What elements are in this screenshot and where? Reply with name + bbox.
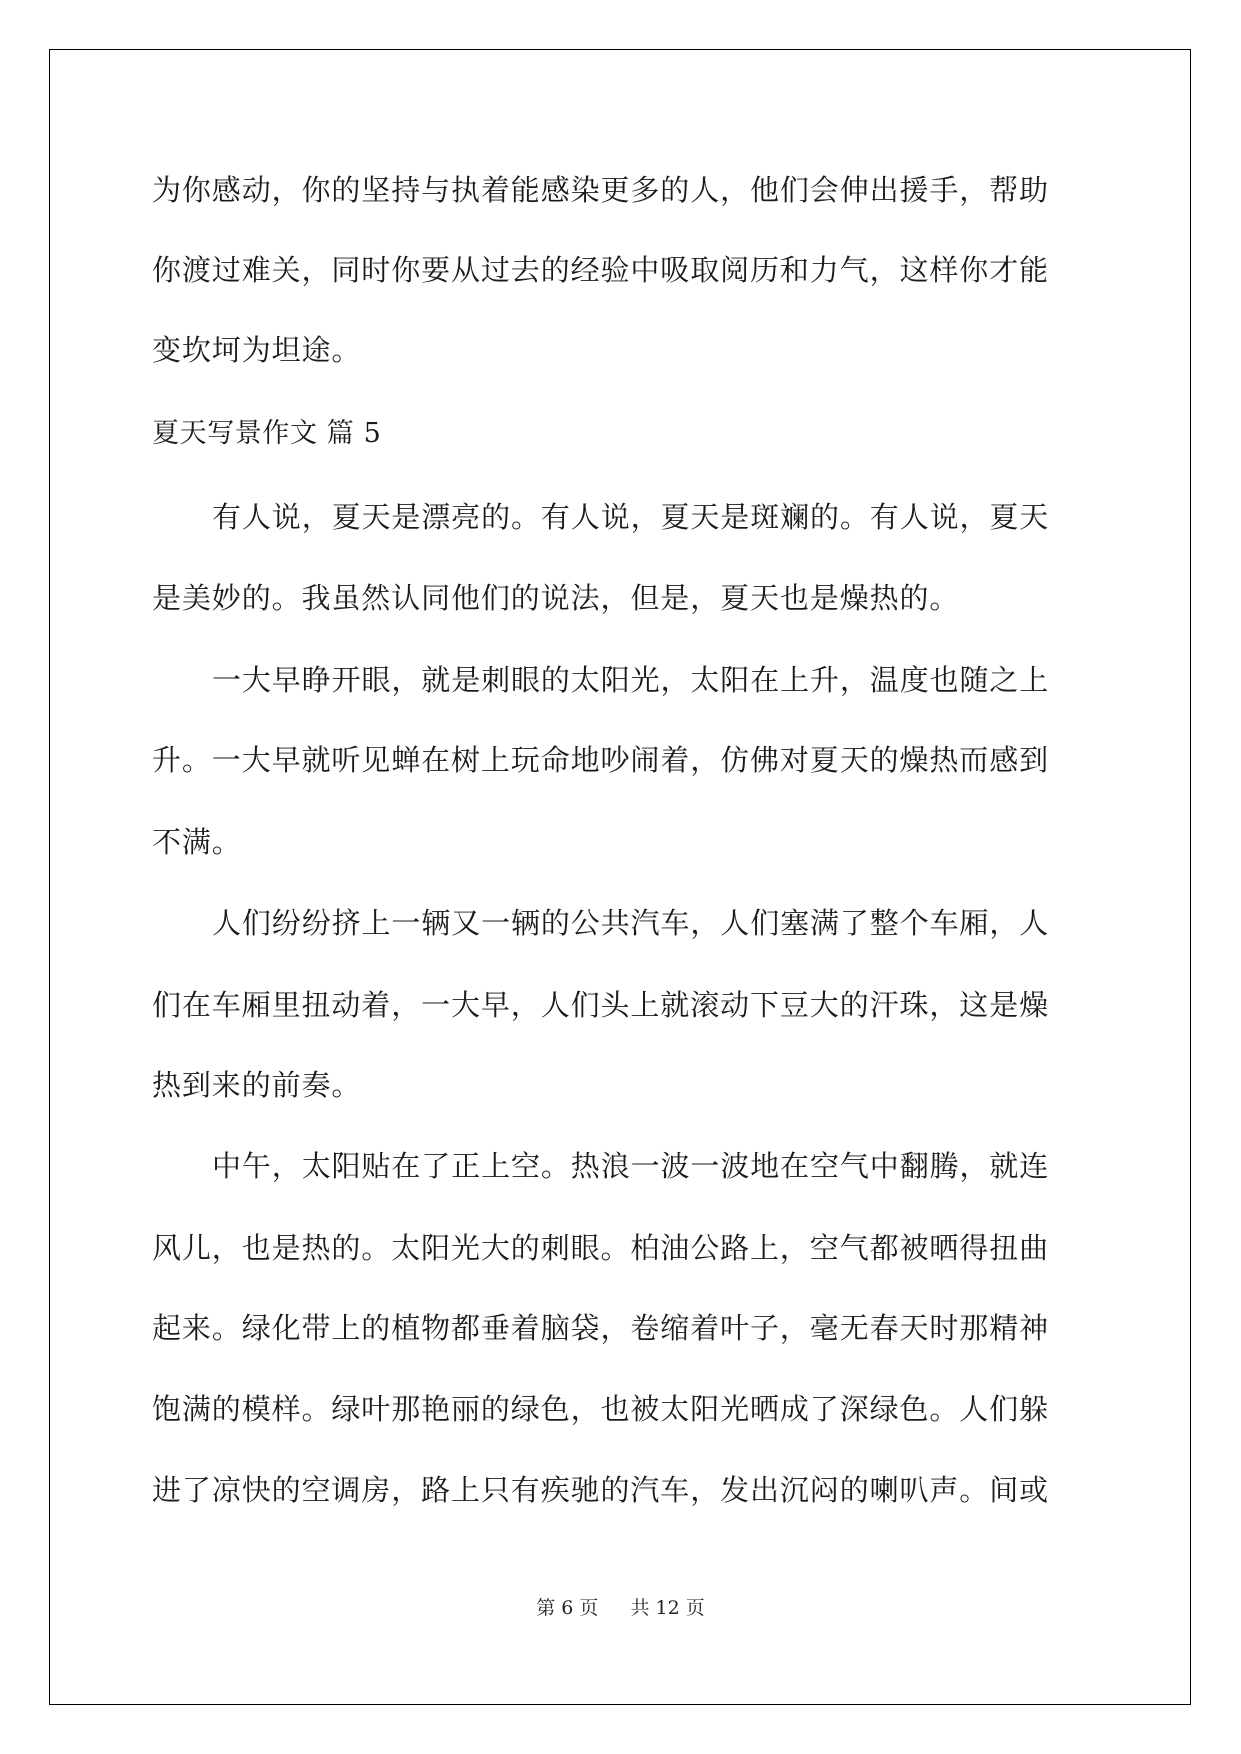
- page-border: [49, 49, 1191, 1705]
- paragraph-line: 热到来的前奏。: [152, 1068, 362, 1102]
- section-heading: 夏天写景作文 篇 5: [152, 418, 382, 449]
- page-footer: [0, 1596, 1241, 1620]
- paragraph-line: 中午，太阳贴在了正上空。热浪一波一波地在空气中翻腾，就连: [212, 1149, 1050, 1183]
- paragraph-line: 一大早睁开眼，就是刺眼的太阳光，太阳在上升，温度也随之上: [212, 663, 1050, 697]
- paragraph-line: 是美妙的。我虽然认同他们的说法，但是，夏天也是燥热的。: [152, 581, 960, 615]
- paragraph-line: 不满。: [152, 825, 242, 859]
- paragraph-line: 饱满的模样。绿叶那艳丽的绿色，也被太阳光晒成了深绿色。人们躲: [152, 1392, 1050, 1426]
- paragraph-line: 为你感动，你的坚持与执着能感染更多的人，他们会伸出援手，帮助: [152, 173, 1050, 207]
- paragraph-line: 起来。绿化带上的植物都垂着脑袋，卷缩着叶子，毫无春天时那精神: [152, 1311, 1050, 1345]
- paragraph-line: 有人说，夏天是漂亮的。有人说，夏天是斑斓的。有人说，夏天: [212, 500, 1050, 534]
- paragraph-line: 人们纷纷挤上一辆又一辆的公共汽车，人们塞满了整个车厢，人: [212, 906, 1050, 940]
- page-number: 第 6 页: [536, 1597, 599, 1619]
- page-total: 共 12 页: [630, 1597, 705, 1619]
- paragraph-line: 升。一大早就听见蝉在树上玩命地吵闹着，仿佛对夏天的燥热而感到: [152, 743, 1050, 777]
- paragraph-line: 风儿，也是热的。太阳光大的刺眼。柏油公路上，空气都被晒得扭曲: [152, 1231, 1050, 1265]
- paragraph-line: 们在车厢里扭动着，一大早，人们头上就滚动下豆大的汗珠，这是燥: [152, 988, 1050, 1022]
- paragraph-line: 变坎坷为坦途。: [152, 333, 362, 367]
- paragraph-line: 你渡过难关，同时你要从过去的经验中吸取阅历和力气，这样你才能: [152, 253, 1050, 287]
- paragraph-line: 进了凉快的空调房，路上只有疾驰的汽车，发出沉闷的喇叭声。间或: [152, 1473, 1050, 1507]
